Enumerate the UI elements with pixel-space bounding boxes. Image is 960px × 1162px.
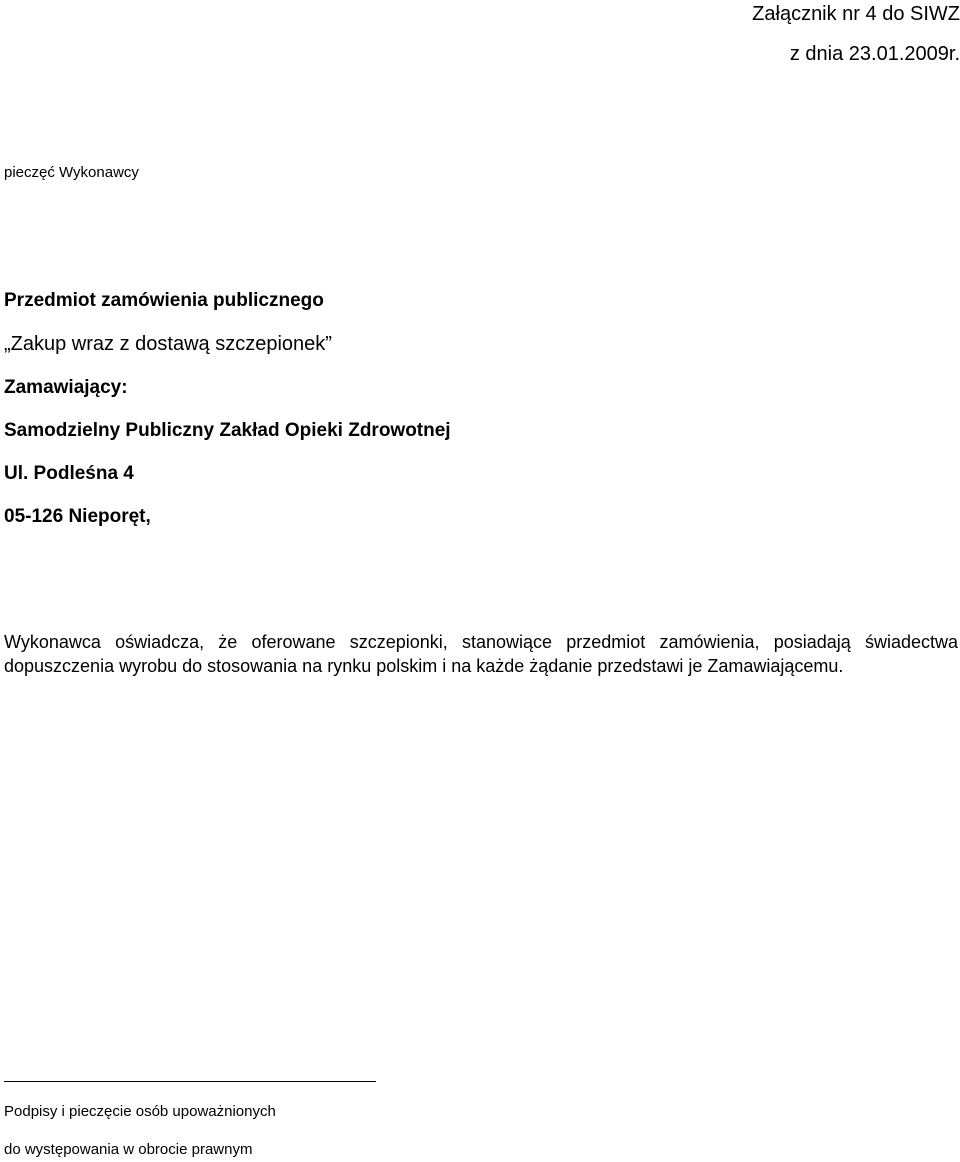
contracting-authority-name: Samodzielny Publiczny Zakład Opieki Zdrowotnej	[4, 420, 451, 441]
signature-caption-line1: Podpisy i pieczęcie osób upoważnionych	[4, 1103, 276, 1120]
signature-line	[4, 1081, 376, 1082]
contractor-statement: Wykonawca oświadcza, że oferowane szczepionki, stanowiące przedmiot zamówienia, posiadają świadectwa dopuszczenia wyrobu do stosowania na rynku polskim i na każde żądanie przedstawi je Zamawiającemu.	[4, 632, 958, 676]
contracting-authority-city: 05-126 Nieporęt,	[4, 506, 151, 527]
order-heading: Przedmiot zamówienia publicznego	[4, 290, 324, 311]
contracting-authority-heading: Zamawiający:	[4, 377, 128, 398]
signature-caption-line2: do występowania w obrocie prawnym	[4, 1141, 253, 1158]
document-date: z dnia 23.01.2009r.	[789, 43, 960, 65]
contracting-authority-street: Ul. Podleśna 4	[4, 463, 134, 484]
annex-label: Załącznik nr 4 do SIWZ	[752, 3, 960, 25]
order-subject: „Zakup wraz z dostawą szczepionek”	[4, 333, 332, 355]
contractor-stamp-label: pieczęć Wykonawcy	[4, 164, 139, 181]
